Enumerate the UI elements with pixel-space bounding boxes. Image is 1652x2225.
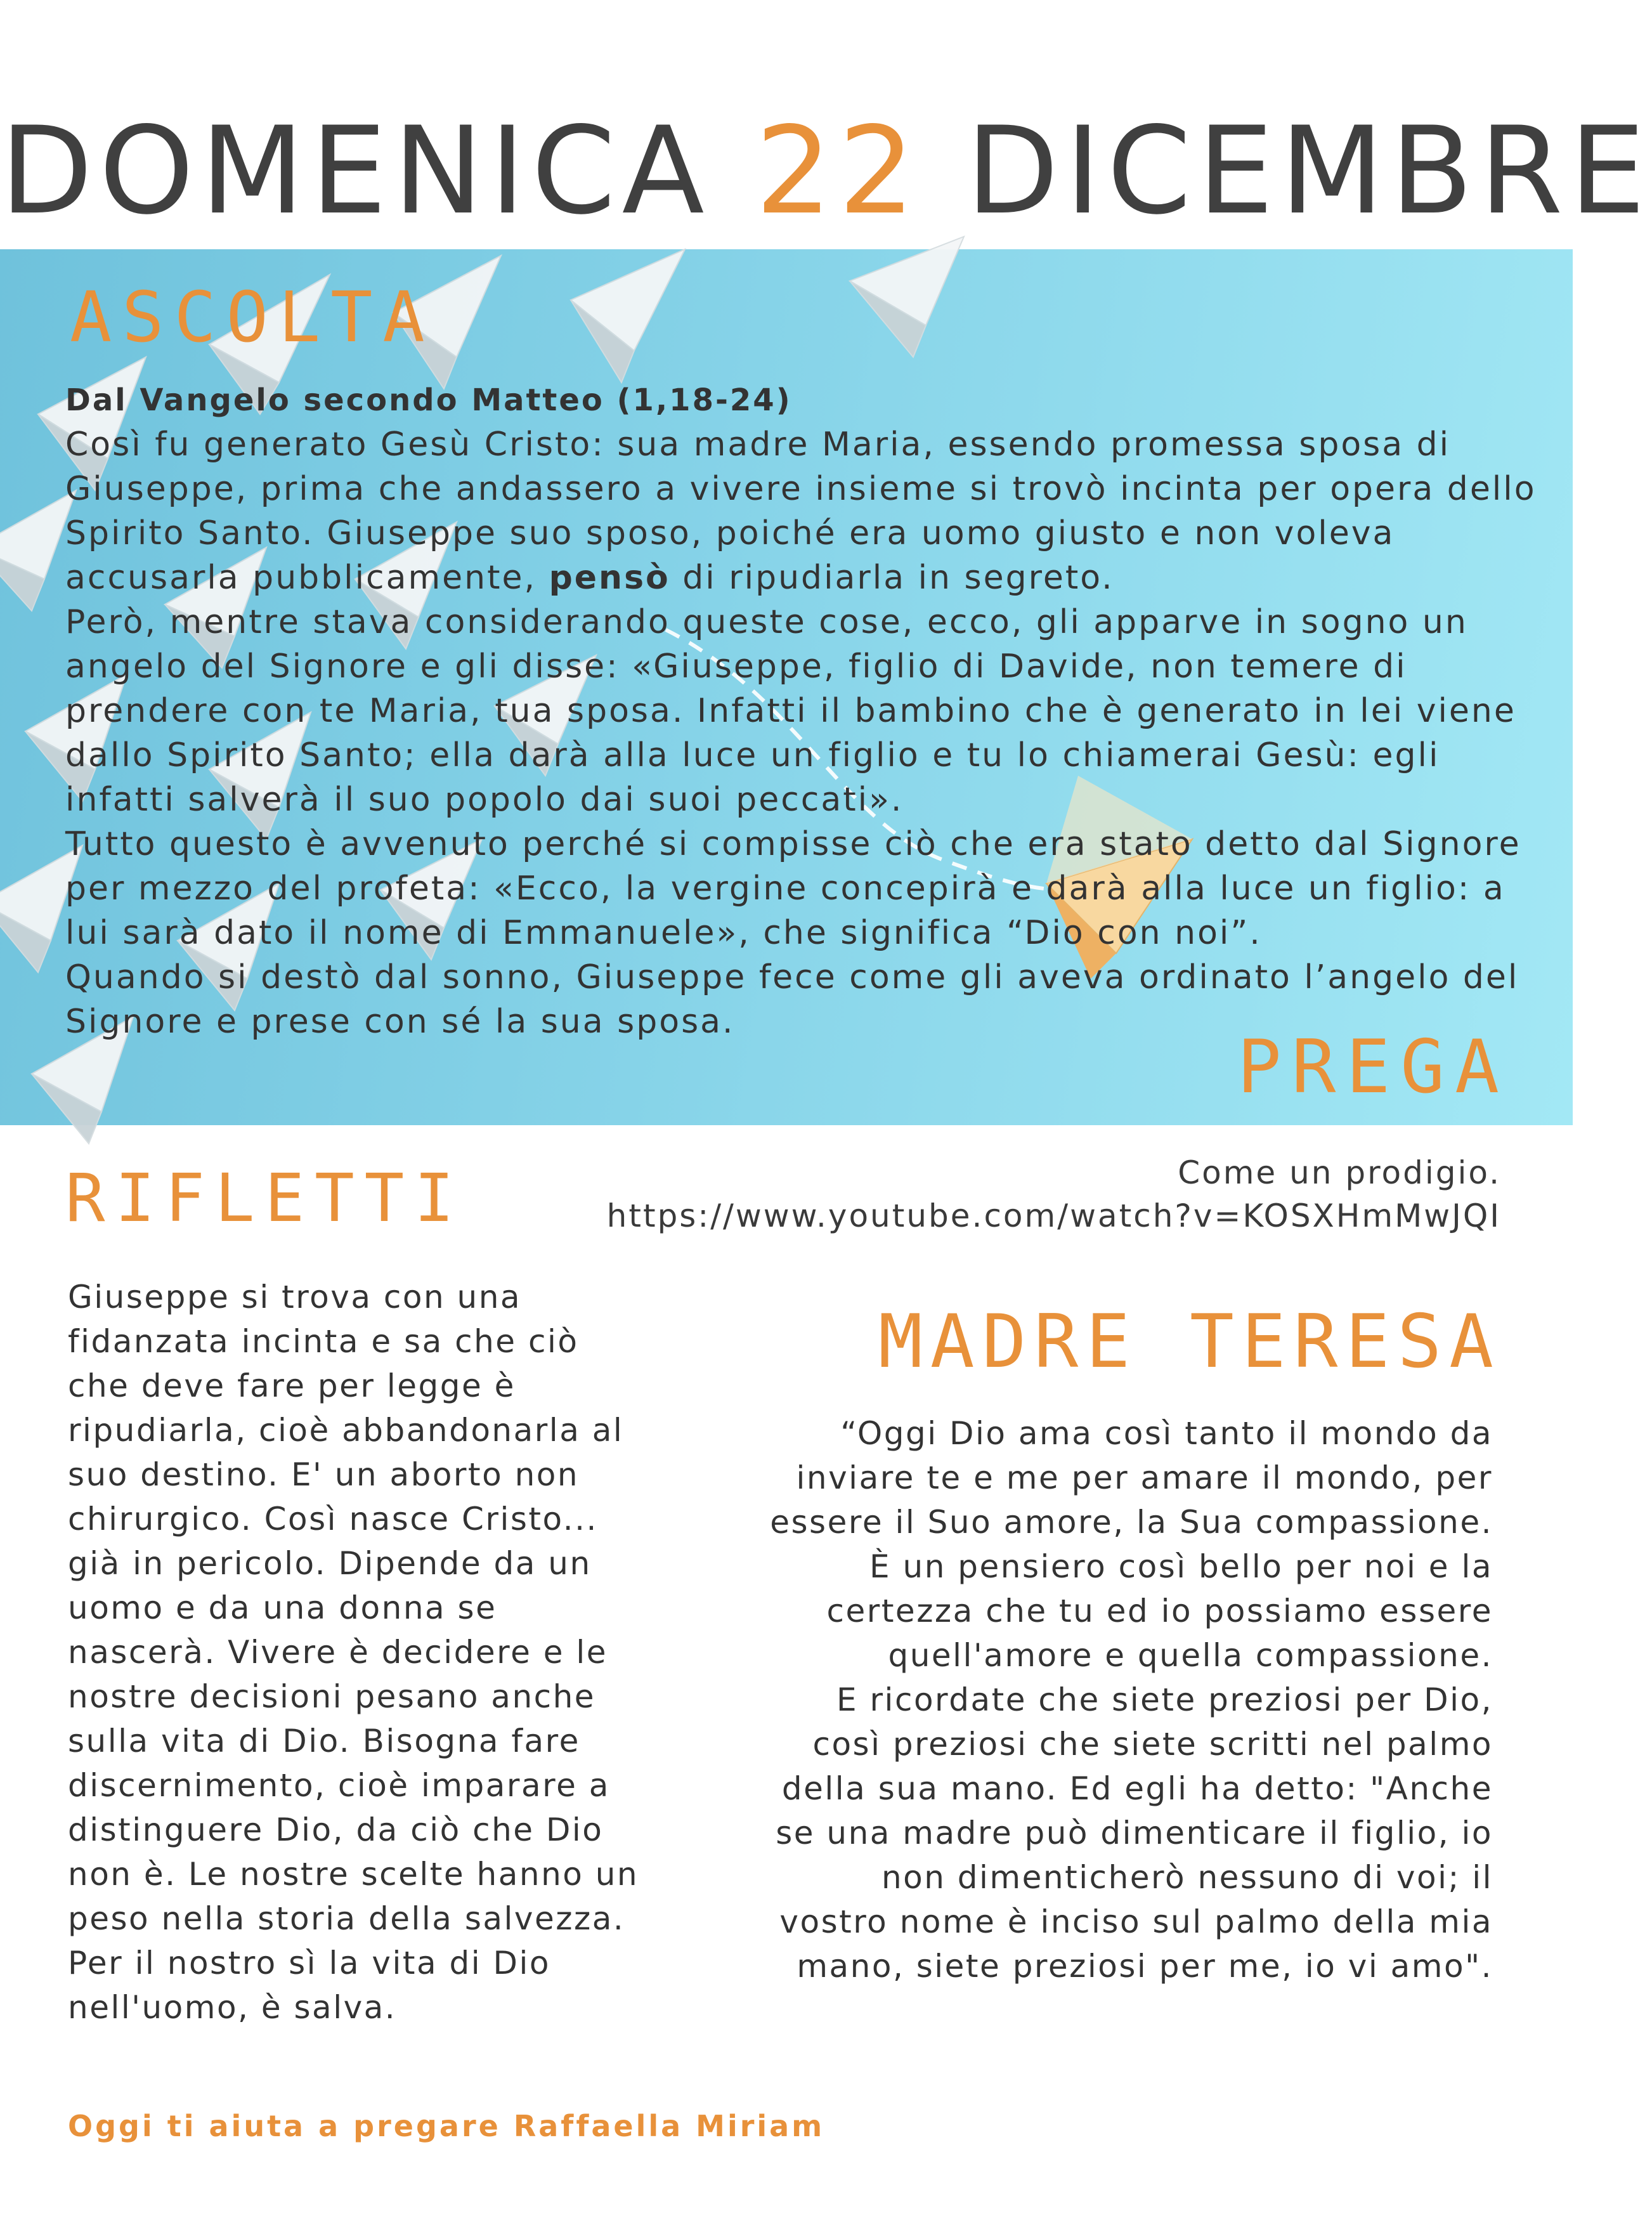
page-title (0, 95, 1652, 247)
gospel-source: Dal Vangelo secondo Matteo (1,18-24) (65, 382, 792, 418)
song-reference (607, 1151, 1501, 1237)
song-url[interactable]: https://www.youtube.com/watch?v=KOSXHmMwJQI (606, 1197, 1501, 1234)
paper-plane-icon (571, 249, 685, 382)
paper-plane-icon (850, 237, 964, 357)
quote-paragraph-2: E ricordate che siete preziosi per Dio, così preziosi che siete scritti nel palmo della sua mano. Ed egli ha detto: "Anche se una madre può dimenticare il figlio, io non dimenticherò nessuno di voi; il vostro nome è inciso sul palmo della mia mano, siete preziosi per me, io vi amo". (776, 1681, 1493, 1985)
rifletti-heading: RIFLETTI (65, 1159, 464, 1237)
paper-plane-icon (0, 490, 76, 611)
gospel-paragraph-4: Quando si destò dal sonno, Giuseppe fece come gli aveva ordinato l’angelo del Signore e prese con sé la sua sposa. (65, 958, 1519, 1041)
madre-teresa-heading: MADRE TERESA (878, 1299, 1501, 1385)
madre-teresa-quote (764, 1411, 1493, 1988)
gospel-paragraph-3: Tutto questo è avvenuto perché si compisse ciò che era stato detto dal Signore per mezzo del profeta: «Ecco, la vergine concepirà e darà alla luce un figlio: a lui sarà dato il nome di Emmanuele», che significa “Dio con noi”. (65, 825, 1521, 952)
gospel-paragraph-2: Però, mentre stava considerando queste cose, ecco, gli apparve in sogno un angelo del Signore e gli disse: «Giuseppe, figlio di Davide, non temere di prendere con te Maria, tua sposa. Infatti il bambino che è generato in lei viene dallo Spirito Santo; ella darà alla luce un figlio e tu lo chiamerai Gesù: egli infatti salverà il suo popolo dai suoi peccati». (65, 603, 1516, 819)
prega-heading: PREGA (1237, 1024, 1509, 1110)
gospel-p1-start: Così fu generato Gesù Cristo: sua madre Maria, essendo promessa sposa di Giuseppe, prima che andassero a vivere insieme si trovò incinta per opera dello Spirito Santo. Giuseppe suo sposo, poiché era uomo giusto e non voleva accusarla pubblicamente, (65, 426, 1537, 597)
quote-paragraph-1: “Oggi Dio ama così tanto il mondo da inviare te e me per amare il mondo, per essere il Suo amore, la Sua compassione. È un pensiero così bello per noi e la certezza che tu ed io possiamo essere quell'amore e quella compassione. (770, 1415, 1493, 1674)
gospel-text (65, 378, 1537, 1044)
gospel-paragraph-1 (65, 422, 1537, 600)
paper-planes-banner (0, 249, 1573, 1125)
gospel-p1-bold: pensò (549, 559, 670, 597)
song-title: Come un prodigio. (1178, 1154, 1501, 1191)
ascolta-heading: ASCOLTA (70, 277, 435, 358)
title-day: DOMENICA (0, 101, 711, 241)
title-date-number: 22 (755, 101, 921, 241)
reflection-text: Giuseppe si trova con una fidanzata incinta e sa che ciò che deve fare per legge è ripudiarla, cioè abbandonarla al suo destino. E' un aborto non chirurgico. Così nasce Cristo... già in pericolo. Dipende da un uomo e da una donna se nascerà. Vivere è decidere e le nostre decisioni pesano anche sulla vita di Dio. Bisogna fare discernimento, cioè imparare a distinguere Dio, da ciò che Dio non è. Le nostre scelte hanno un peso nella storia della salvezza. Per il nostro sì la vita di Dio nell'uomo, è salva. (68, 1279, 639, 2026)
gospel-p1-end: di ripudiarla in segreto. (670, 559, 1114, 597)
title-month: DICEMBRE (966, 101, 1652, 241)
credit-line: Oggi ti aiuta a pregare Raffaella Miriam (68, 2109, 825, 2143)
